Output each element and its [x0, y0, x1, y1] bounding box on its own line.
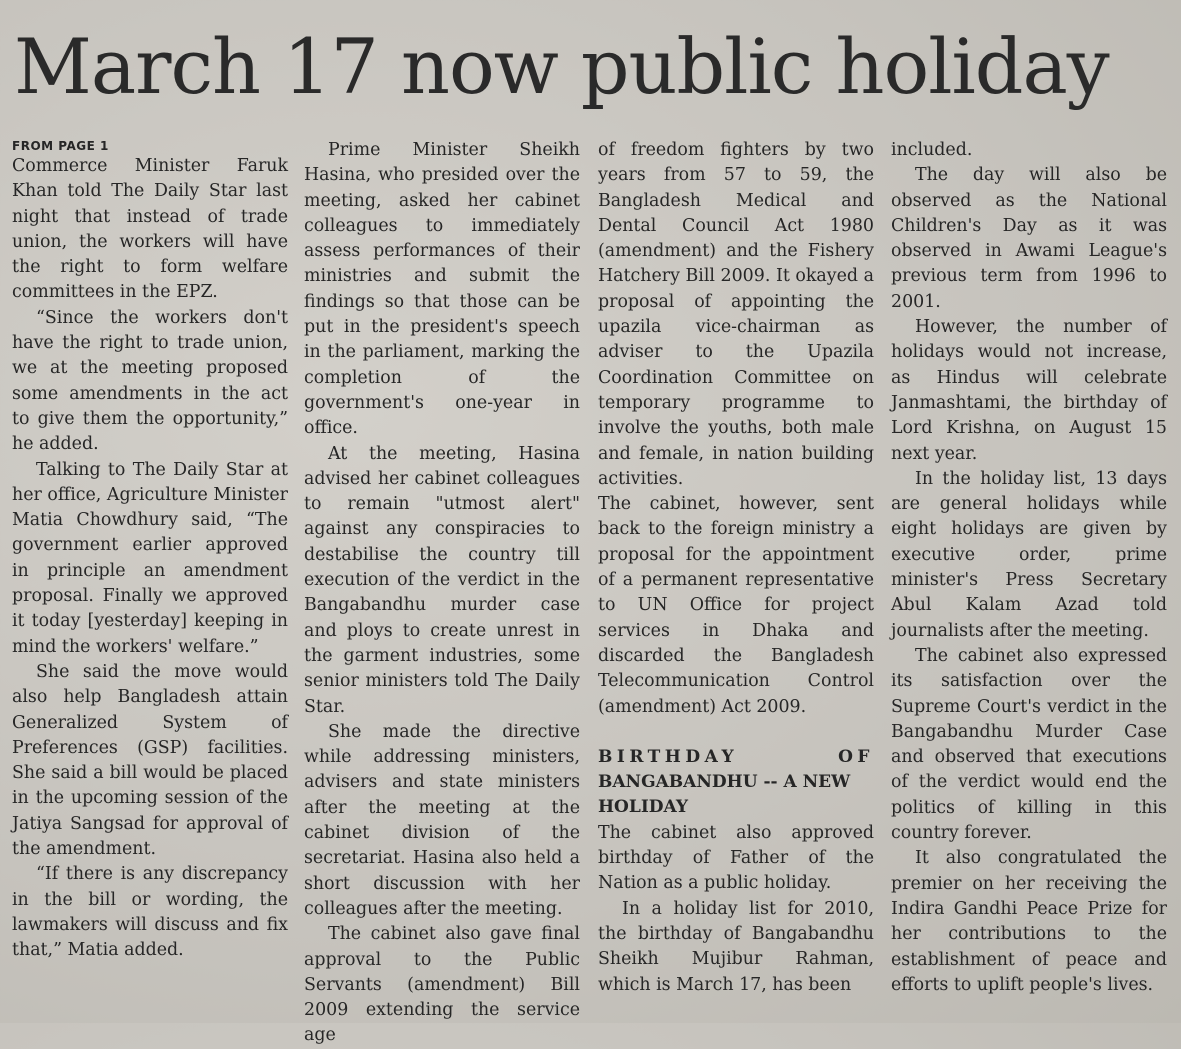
paragraph: “If there is any discrepancy in the bill or wording, the lawmakers will discuss and fix that,” Matia added.: [12, 864, 288, 961]
paragraph: The cabinet also approved birthday of Father of the Nation as a public holiday.: [598, 822, 874, 894]
article-column-1: [12, 138, 288, 1008]
article-column-3: [598, 138, 874, 1008]
paragraph: Commerce Minister Faruk Khan told The Daily Star last night that instead of trade union, the workers will have the right to form welfare committees in the EPZ.: [12, 156, 288, 303]
paragraph: It also congratulated the premier on her receiving the Indira Gandhi Peace Prize for her contributions to the establishment of peace and efforts to uplift people's lives.: [891, 848, 1167, 995]
article-column-2: [304, 138, 580, 1046]
paragraph: included.: [891, 140, 973, 160]
paragraph: In a holiday list for 2010, the birthday of Bangabandhu Sheikh Mujibur Rahman, which is March 17, has been: [598, 898, 874, 995]
paragraph: The day will also be observed as the National Children's Day as it was observed in Awami League's previous term from 1996 to 2001.: [891, 165, 1167, 312]
paragraph: At the meeting, Hasina advised her cabinet colleagues to remain "utmost alert" against any conspiracies to destabilise the country till execution of the verdict in the Bangabandhu murder case and ploys to create unrest in the garment industries, some senior ministers told The Daily Star.: [304, 443, 580, 717]
paragraph: Talking to The Daily Star at her office, Agriculture Minister Matia Chowdhury said, “The government earlier approved in principle an amendment proposal. Finally we approved it today [yesterday] keeping in mind the workers' welfare.”: [12, 459, 288, 657]
paragraph: “Since the workers don't have the right to trade union, we at the meeting proposed some amendments in the act to give them the opportunity,” he added.: [12, 307, 288, 455]
paragraph: In the holiday list, 13 days are general holidays while eight holidays are given by executive order, prime minister's Press Secretary Abul Kalam Azad told journalists after the meeting.: [891, 468, 1167, 641]
paragraph: Prime Minister Sheikh Hasina, who presided over the meeting, asked her cabinet colleagues to immediately assess performances of their ministries and submit the findings so that those can be put in the president's speech in the parliament, marking the completion of the government's one-year in office.: [304, 140, 580, 439]
paragraph: The cabinet, however, sent back to the foreign ministry a proposal for the appointment of a permanent representative to UN Office for project services in Dhaka and discarded the Bangladesh Telecommunication Control (amendment) Act 2009.: [598, 494, 874, 717]
paragraph: She made the directive while addressing ministers, advisers and state ministers after the meeting at the cabinet division of the secretariat. Hasina also held a short discussion with her colleagues after the meeting.: [304, 721, 580, 919]
paragraph: She said the move would also help Bangladesh attain Generalized System of Preferences (GSP) facilities. She said a bill would be placed in the upcoming session of the Jatiya Sangsad for approval of the amendment.: [12, 661, 288, 860]
paragraph: The cabinet also gave final approval to the Public Servants (amendment) Bill 2009 extending the service age: [304, 924, 580, 1046]
paragraph: The cabinet also expressed its satisfaction over the Supreme Court's verdict in the Bangabandhu Murder Case and observed that executions of the verdict would end the politics of killing in this country forever.: [891, 645, 1167, 844]
subhead-birthday-of-bangabandhu: [598, 745, 874, 821]
subhead-line-2: BANGABANDHU -- A NEW HOLIDAY: [598, 772, 851, 818]
paragraph: However, the number of holidays would not increase, as Hindus will celebrate Janmashtami, the birthday of Lord Krishna, on August 15 next year.: [891, 317, 1167, 464]
headline: March 17 now public holiday: [14, 22, 1109, 111]
kicker-from-page-1: FROM PAGE 1: [12, 139, 109, 153]
paragraph: of freedom fighters by two years from 57 to 59, the Bangladesh Medical and Dental Council Act 1980 (amendment) and the Fishery Hatchery Bill 2009. It okayed a proposal of appointing the upazila vice-chairman as adviser to the Upazila Coordination Committee on temporary programme to involve the youths, both male and female, in nation building activities.: [598, 140, 874, 489]
article-body: [10, 138, 1170, 1046]
article-column-4: [891, 138, 1167, 1008]
subhead-line-1: BIRTHDAY OF: [598, 746, 874, 767]
